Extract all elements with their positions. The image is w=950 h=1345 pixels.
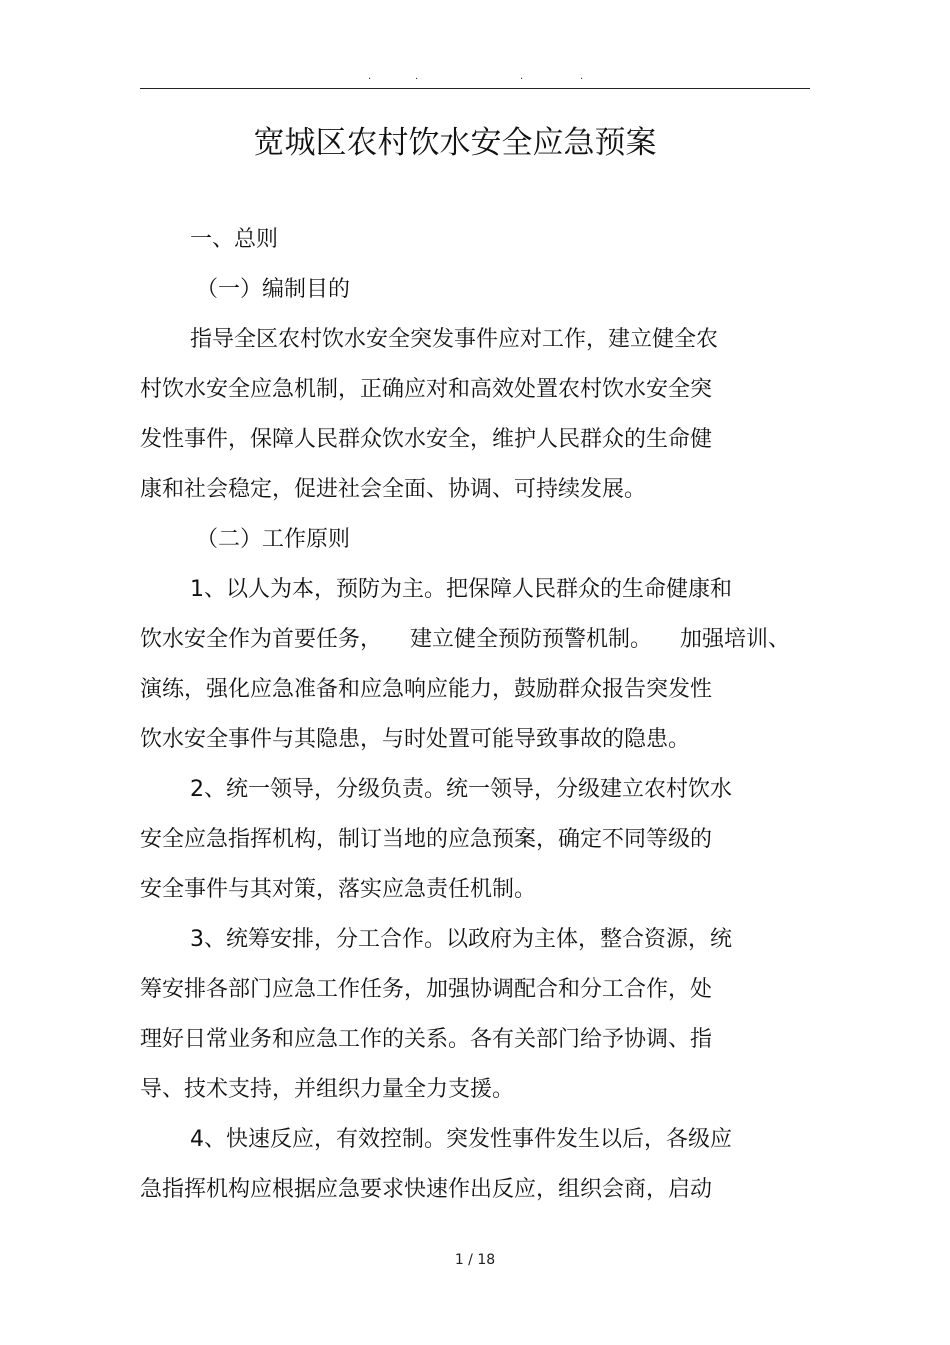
document-title: 宽城区农村饮水安全应急预案: [253, 125, 657, 161]
body-line: 饮水安全作为首要任务， 建立健全预防预警机制。 加强培训、: [140, 627, 790, 652]
header-rule: [140, 88, 810, 89]
body-line: 导、技术支持，并组织力量全力支援。: [140, 1077, 515, 1102]
header-dot: .: [520, 71, 524, 82]
body-line: 急指挥机构应根据应急要求快速作出反应，组织会商，启动: [140, 1177, 713, 1202]
body-line: 村饮水安全应急机制，正确应对和高效处置农村饮水安全突: [140, 377, 713, 402]
body-line: 理好日常业务和应急工作的关系。各有关部门给予协调、指: [140, 1027, 713, 1052]
body-line: 演练，强化应急准备和应急响应能力，鼓励群众报告突发性: [140, 677, 713, 702]
body-line: 安全应急指挥机构，制订当地的应急预案，确定不同等级的: [140, 827, 713, 852]
header-dot: .: [580, 71, 584, 82]
body-line: 发性事件，保障人民群众饮水安全，维护人民群众的生命健: [140, 427, 713, 452]
body-line: 4、快速反应，有效控制。突发性事件发生以后，各级应: [190, 1127, 732, 1152]
subsection-heading: （二）工作原则: [196, 527, 351, 552]
body-line: 3、统筹安排，分工合作。以政府为主体，整合资源，统: [190, 927, 732, 952]
body-line: 指导全区农村饮水安全突发事件应对工作，建立健全农: [190, 327, 719, 352]
body-line: 2、统一领导，分级负责。统一领导，分级建立农村饮水: [190, 777, 732, 802]
body-line: 1、以人为本，预防为主。把保障人民群众的生命健康和: [190, 577, 732, 602]
page-number: 1 / 18: [454, 1252, 496, 1268]
header-dot: .: [368, 71, 372, 82]
subsection-heading: （一）编制目的: [196, 277, 351, 302]
section-heading: 一、总则: [190, 227, 279, 252]
body-line: 饮水安全事件与其隐患，与时处置可能导致事故的隐患。: [140, 727, 691, 752]
header-dot: .: [415, 71, 419, 82]
body-line: 安全事件与其对策，落实应急责任机制。: [140, 877, 537, 902]
body-line: 康和社会稳定，促进社会全面、协调、可持续发展。: [140, 477, 647, 502]
body-line: 筹安排各部门应急工作任务，加强协调配合和分工合作，处: [140, 977, 713, 1002]
running-header: [140, 70, 810, 84]
